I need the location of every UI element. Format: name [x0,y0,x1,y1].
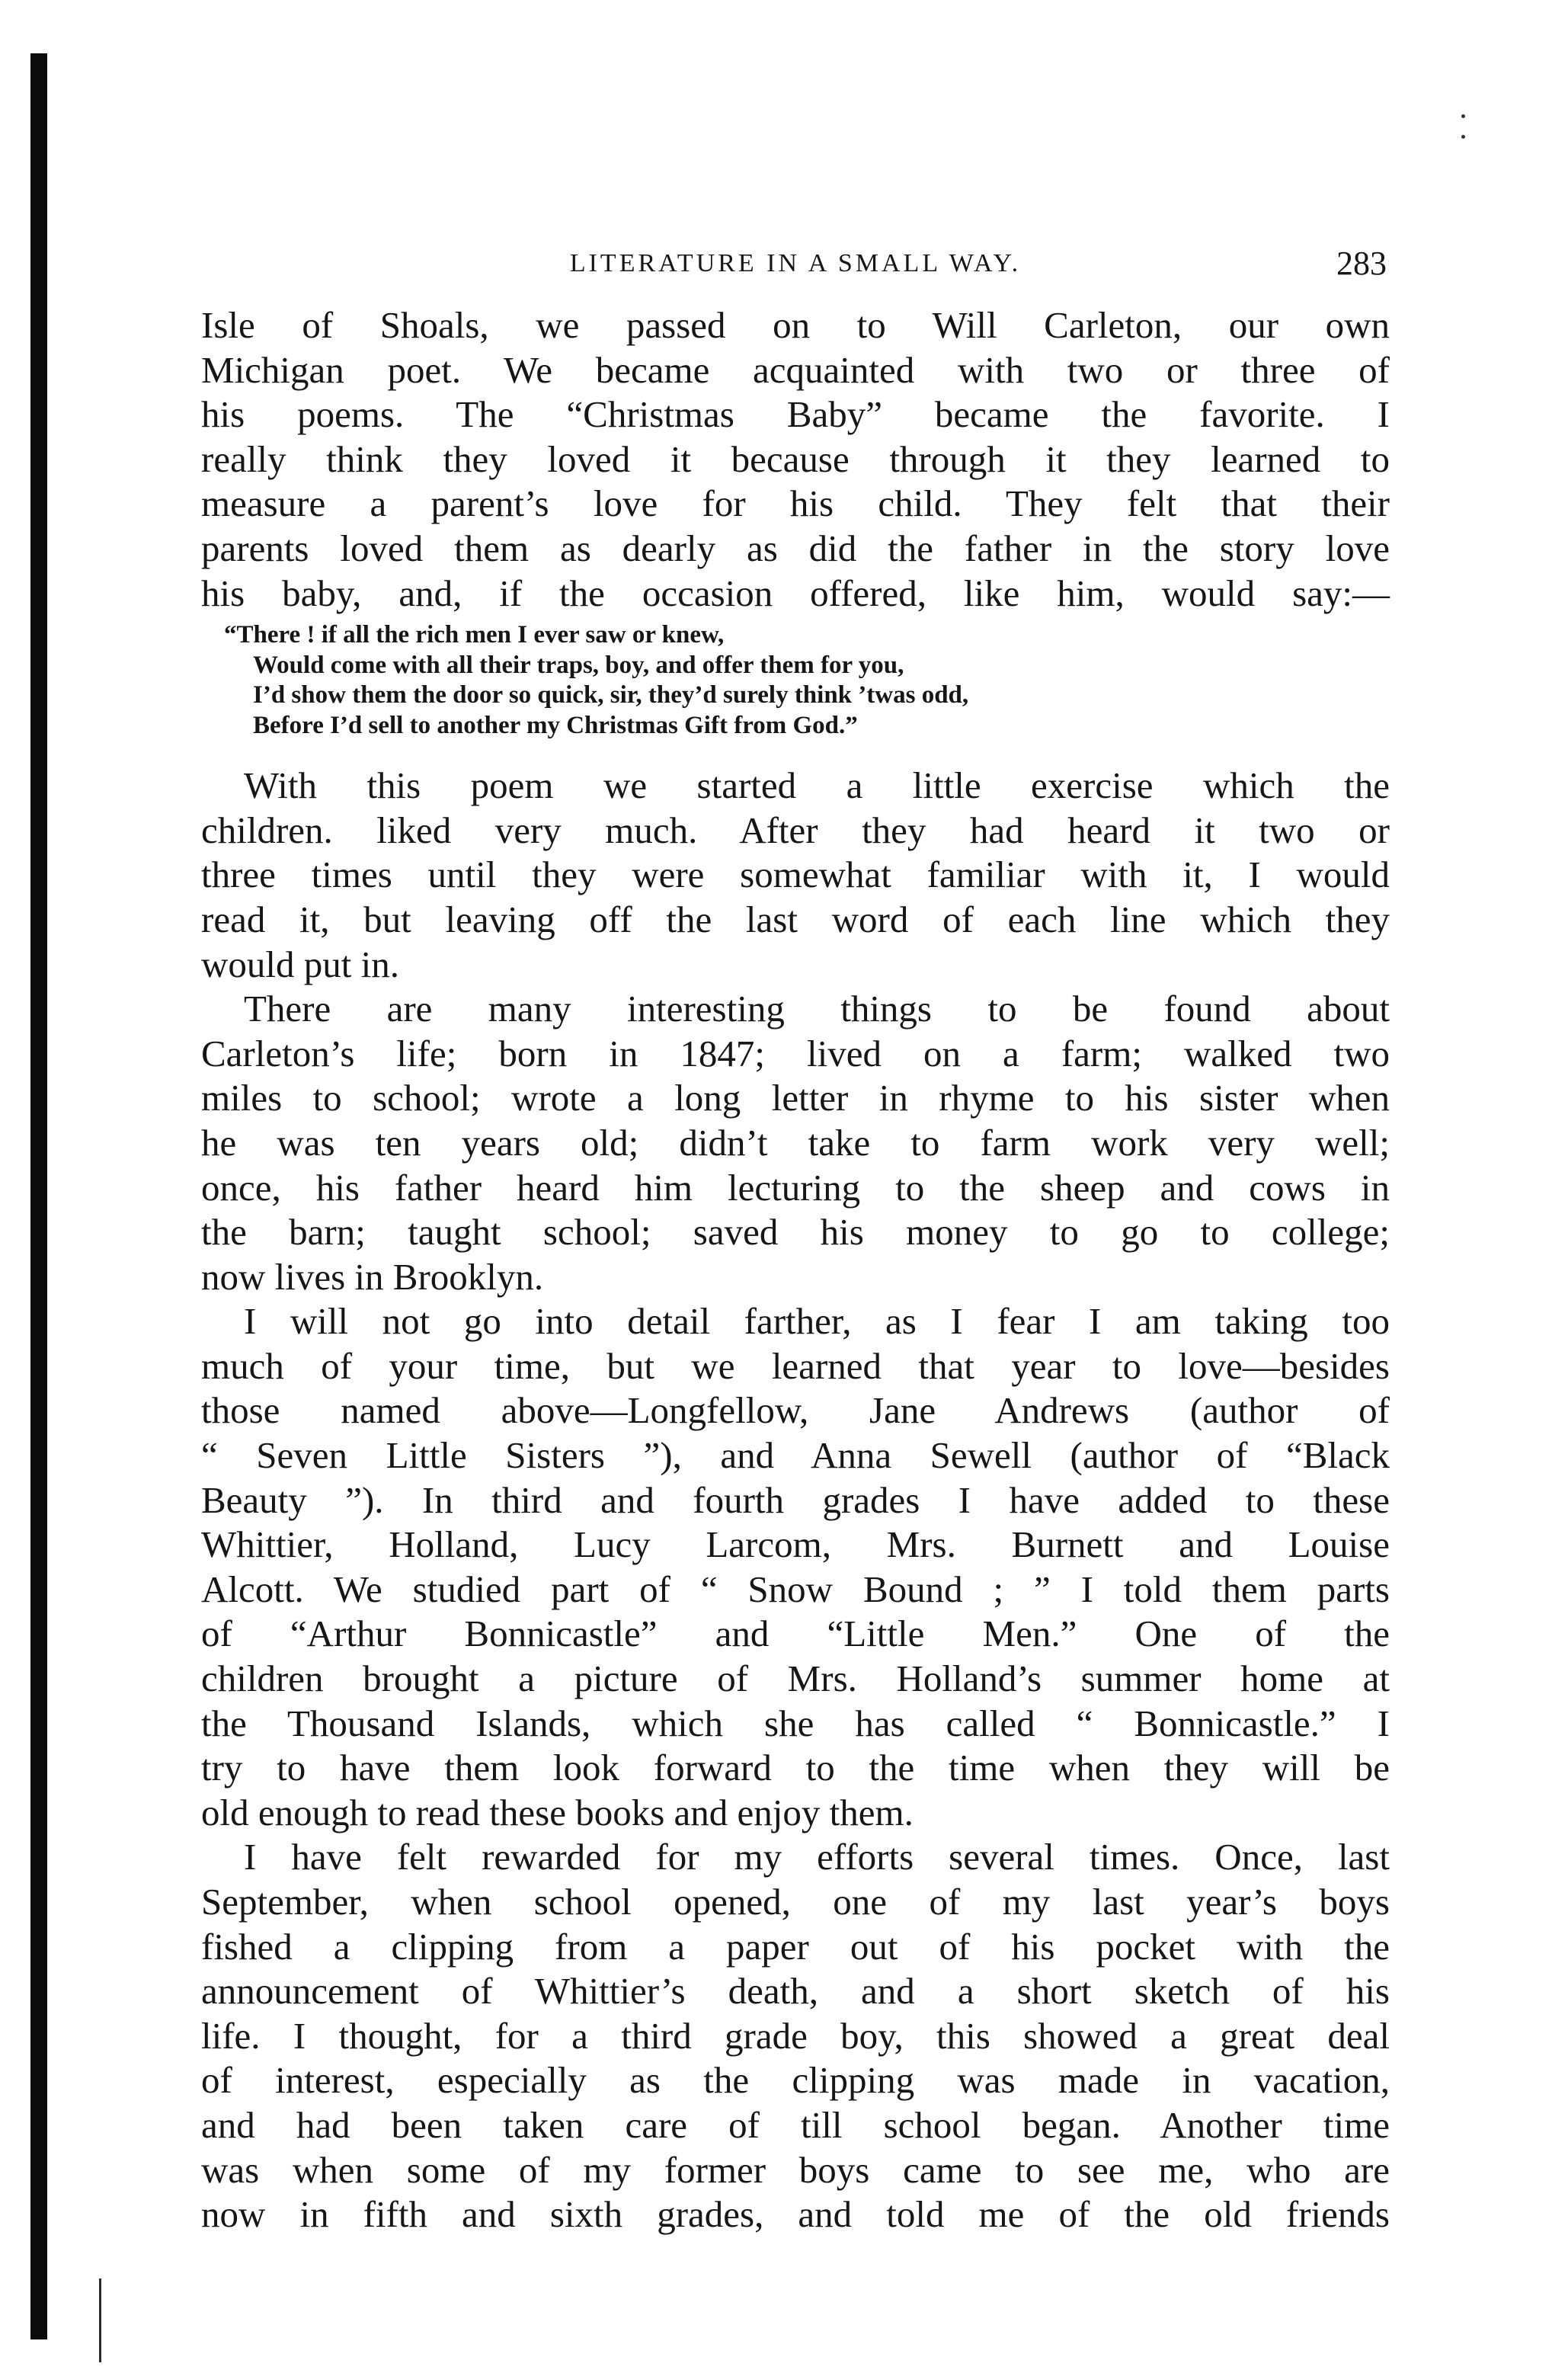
text-line: read it, but leaving off the last word of each line which they [201,898,1390,940]
text-line: With this poem we started a little exercise which the [244,764,1390,807]
text-line: his baby, and, if the occasion offered, like him, would say:— [201,572,1390,614]
text-line: measure a parent’s love for his child. They felt that their [201,482,1390,525]
running-title: LITERATURE IN A SMALL WAY. [569,249,1022,277]
text-line: Isle of Shoals, we passed on to Will Carleton, our own [201,304,1390,346]
text-line: of interest, especially as the clipping was made in vacation, [201,2059,1390,2102]
text-line: his poems. The “Christmas Baby” became the favorite. I [201,393,1390,436]
text-line: those named above—Longfellow, Jane Andrews (author of [201,1389,1390,1432]
running-head [204,245,1387,282]
paragraph-4 [201,1299,1390,1835]
text-line: once, his father heard him lecturing to the sheep and cows in [201,1166,1390,1209]
scan-specks [1461,114,1466,145]
text-line: he was ten years old; didn’t take to farm work very well; [201,1121,1390,1164]
text-line: I will not go into detail farther, as I fear I am taking too [244,1300,1390,1343]
text-line: and had been taken care of till school began. Another time [201,2103,1390,2146]
poem-line: Before I’d sell to another my Christmas Gift from God.” [253,711,858,739]
text-line: much of your time, but we learned that year to love—besides [201,1344,1390,1387]
text-line: Whittier, Holland, Lucy Larcom, Mrs. Burnett and Louise [201,1523,1390,1566]
paragraph-2 [201,764,1390,987]
text-line: now in fifth and sixth grades, and told me of the old friends [201,2193,1390,2236]
text-line: fished a clipping from a paper out of his pocket with the [201,1925,1390,1968]
text-line: Michigan poet. We became acquainted with two or three of [201,348,1390,391]
text-line: of “Arthur Bonnicastle” and “Little Men.” One of the [201,1612,1390,1655]
speck [1461,135,1465,139]
poem-line: I’d show them the door so quick, sir, they’d surely think ’twas odd, [253,681,969,709]
text-line: children brought a picture of Mrs. Holland’s summer home at [201,1657,1390,1700]
text-line: parents loved them as dearly as did the father in the story love [201,527,1390,569]
text-line: the barn; taught school; saved his money to go to college; [201,1211,1390,1254]
text-line: September, when school opened, one of my last year’s boys [201,1881,1390,1923]
text-line: There are many interesting things to be found about [244,988,1390,1030]
text-line: old enough to read these books and enjoy them. [201,1791,914,1833]
text-line: now lives in Brooklyn. [201,1255,544,1298]
text-line: miles to school; wrote a long letter in rhyme to his sister when [201,1077,1390,1119]
paragraph-5 [201,1835,1390,2237]
speck [1461,114,1465,118]
page-number: 283 [1336,245,1387,282]
paragraph-3 [201,987,1390,1299]
text-line: “ Seven Little Sisters ”), and Anna Sewell (author of “Black [201,1434,1390,1477]
text-line: was when some of my former boys came to see me, who are [201,2148,1390,2191]
page-text [201,303,1390,2237]
text-line: Beauty ”). In third and fourth grades I have added to these [201,1478,1390,1521]
scan-edge-line [99,2279,101,2362]
text-line: announcement of Whittier’s death, and a short sketch of his [201,1970,1390,2013]
text-line: would put in. [201,943,399,985]
text-line: I have felt rewarded for my efforts several times. Once, last [244,1836,1390,1878]
text-line: children. liked very much. After they had heard it two or [201,809,1390,851]
text-line: really think they loved it because through it they learned to [201,437,1390,480]
text-line: the Thousand Islands, which she has called “ Bonnicastle.” I [201,1702,1390,1744]
poem-line: Would come with all their traps, boy, and offer them for you, [253,651,904,679]
paragraph-1 [201,303,1390,616]
poem-quote [201,620,1390,741]
text-line: try to have them look forward to the time when they will be [201,1747,1390,1789]
text-line: three times until they were somewhat familiar with it, I would [201,853,1390,896]
text-line: Alcott. We studied part of “ Snow Bound ; ” I told them parts [201,1568,1390,1610]
scan-edge-shadow [30,53,47,2339]
text-line: Carleton’s life; born in 1847; lived on a farm; walked two [201,1032,1390,1074]
poem-line: “There ! if all the rich men I ever saw or knew, [224,621,725,649]
text-line: life. I thought, for a third grade boy, this showed a great deal [201,2014,1390,2057]
